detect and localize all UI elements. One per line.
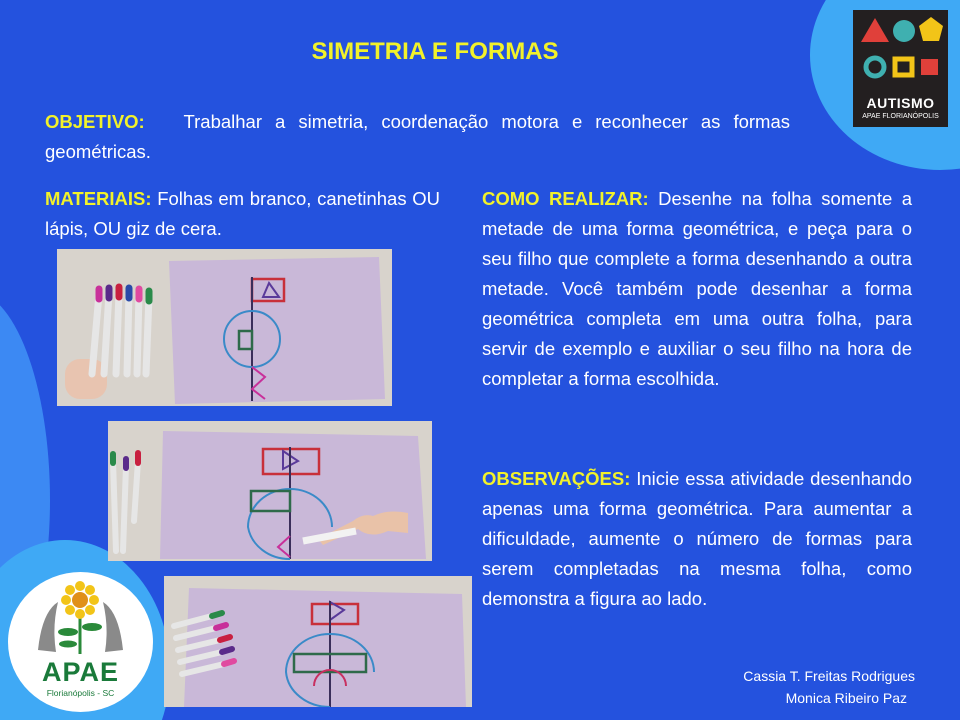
apae-logo-name: APAE (41, 657, 119, 687)
activity-photo-2 (108, 421, 432, 561)
sunflower-hands-icon (8, 572, 153, 662)
autismo-shapes-icon (853, 10, 948, 95)
como-realizar-label: COMO REALIZAR: (482, 188, 649, 209)
objetivo-label: OBJETIVO: (45, 111, 145, 132)
autismo-logo-subtitle: APAE FLORIANÓPOLIS (862, 113, 939, 120)
objetivo-text: Trabalhar a simetria, coordenação motora e reconhecer as formas geométricas. (45, 111, 790, 162)
como-realizar-text: Desenhe na folha somente a metade de uma forma geométrica, e peça para o seu filho que complete a forma desenhando a outra metade. Você também pode desenhar a forma geométrica completa em uma outra folha, para servir de exemplo e auxiliar o seu filho na hora de completar a forma escolhida. (482, 188, 913, 389)
credit-author-2: Monica Ribeiro Paz (785, 690, 907, 706)
observacoes-label: OBSERVAÇÕES: (482, 468, 631, 489)
observacoes-text: Inicie essa atividade desenhando apenas uma forma geométrica. Para aumentar a dificuldade, aumente o número de formas para serem completadas na mesma folha, como demonstra a figura ao lado. (482, 468, 913, 609)
objetivo-paragraph (45, 107, 790, 167)
page-title: SIMETRIA E FORMAS (311, 38, 559, 65)
autismo-logo-title: AUTISMO (866, 95, 935, 111)
apae-logo-city: Florianópolis - SC (46, 688, 115, 698)
materiais-paragraph (45, 184, 440, 244)
como-realizar-paragraph (482, 184, 912, 394)
credits (700, 665, 915, 709)
credit-author-1: Cassia T. Freitas Rodrigues (743, 668, 915, 684)
activity-photo-1 (57, 249, 392, 406)
materiais-text: Folhas em branco, canetinhas OU lápis, OU giz de cera. (45, 188, 440, 239)
materiais-label: MATERIAIS: (45, 188, 152, 209)
observacoes-paragraph (482, 464, 912, 614)
activity-photo-3 (164, 576, 472, 707)
autismo-logo (853, 10, 948, 127)
apae-logo (8, 572, 153, 712)
